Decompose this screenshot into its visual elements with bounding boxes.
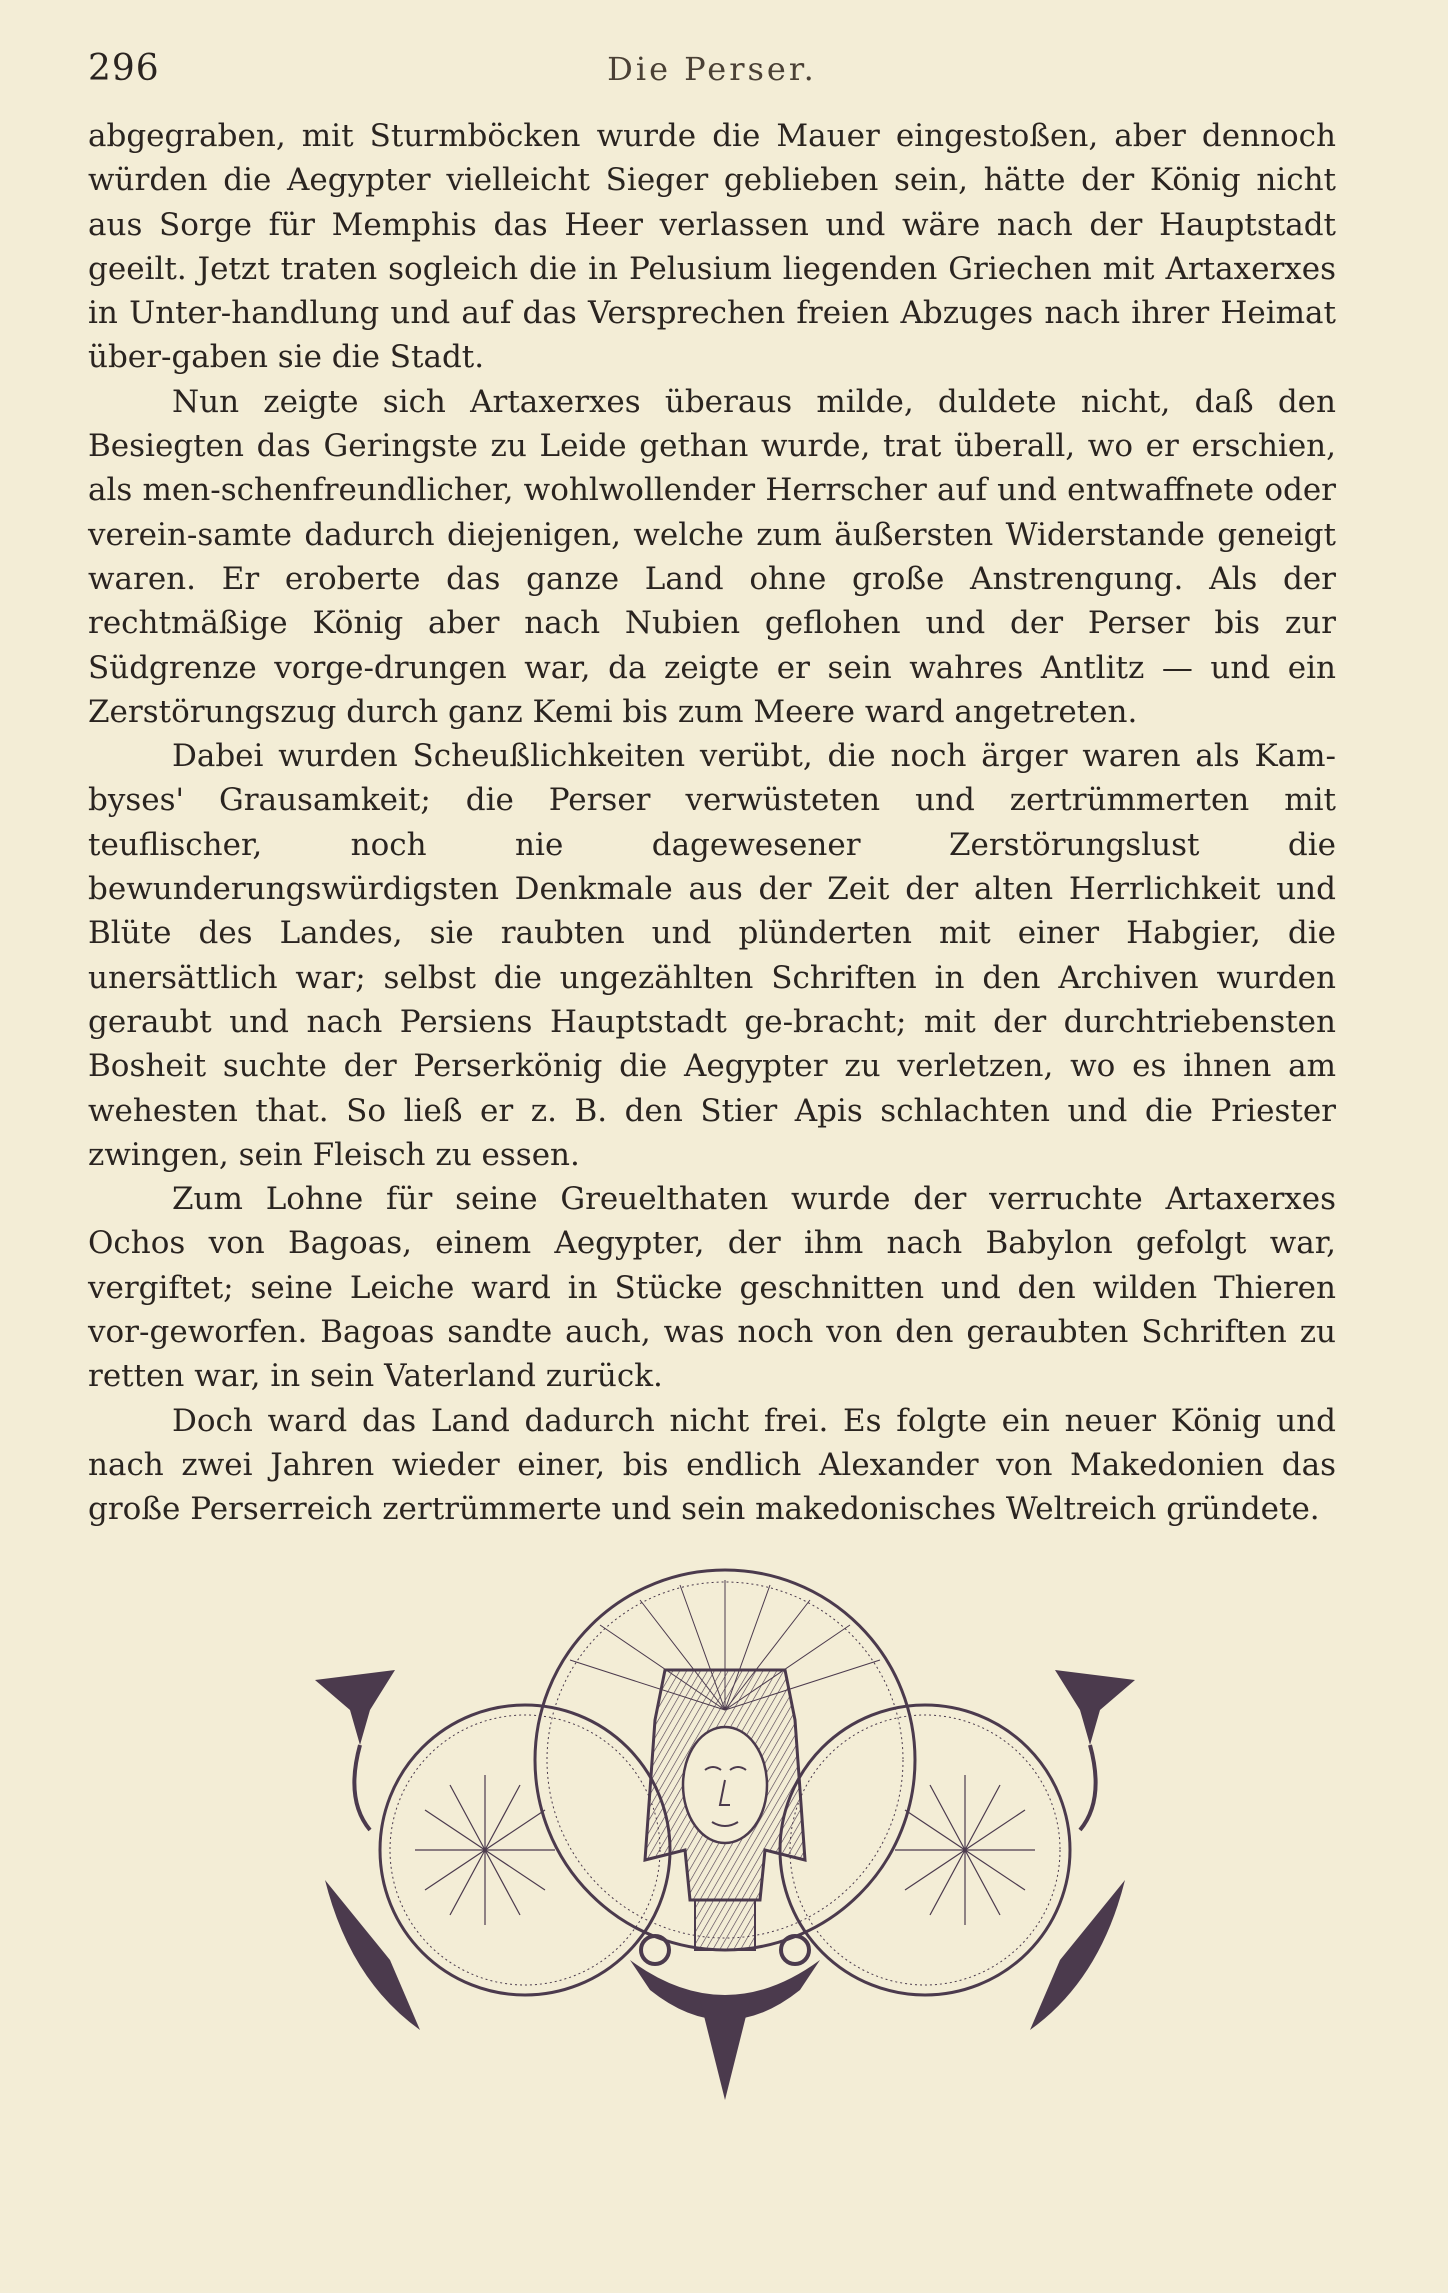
left-sunburst — [415, 1775, 555, 1925]
right-wing — [1030, 1880, 1125, 2030]
body-text — [88, 114, 1336, 1532]
running-title: Die Perser. — [607, 50, 817, 88]
page-number: 296 — [88, 48, 160, 89]
paragraph-4: Zum Lohne für seine Greuelthaten wurde der verruchte Artaxerxes Ochos von Bagoas, einem Aegypter, der ihm nach Babylon gefolgt war, vergiftet; seine Leiche ward in Stücke geschnitten und den wilden Thieren vor-geworfen. Bagoas sandte auch, was noch von den geraubten Schriften zu retten war, in sein Vaterland zurück. — [88, 1181, 1336, 1395]
pharaoh-head — [645, 1670, 805, 1950]
vignette-drawing — [300, 1560, 1150, 2120]
left-wing — [325, 1880, 420, 2030]
page-header — [88, 44, 1336, 94]
pharaoh-vignette-icon — [300, 1560, 1150, 2120]
right-sunburst — [895, 1775, 1035, 1925]
paragraph-1: abgegraben, mit Sturmböcken wurde die Mauer eingestoßen, aber dennoch würden die Aegypter vielleicht Sieger geblieben sein, hätte der König nicht aus Sorge für Memphis das Heer verlassen und wäre nach der Hauptstadt geeilt. Jetzt traten sogleich die in Pelusium liegenden Griechen mit Artaxerxes in Unter-handlung und auf das Versprechen freien Abzuges nach ihrer Heimat über-gaben sie die Stadt. — [88, 118, 1336, 376]
lower-ornament — [630, 1936, 820, 2100]
paragraph-2: Nun zeigte sich Artaxerxes überaus milde, duldete nicht, daß den Besiegten das Geringste zu Leide gethan wurde, trat überall, wo er erschien, als men-schenfreundlicher, wohlwollender Herrscher auf und entwaffnete oder verein-samte dadurch diejenigen, welche zum äußersten Widerstande geneigt waren. Er eroberte das ganze Land ohne große Anstrengung. Als der rechtmäßige König aber nach Nubien geflohen und der Perser bis zur Südgrenze vorge-drungen war, da zeigte er sein wahres Antlitz — und ein Zerstörungszug durch ganz Kemi bis zum Meere ward angetreten. — [88, 383, 1336, 730]
paragraph-5: Doch ward das Land dadurch nicht frei. Es folgte ein neuer König und nach zwei Jahren wieder einer, bis endlich Alexander von Makedonien das große Perserreich zertrümmerte und sein makedonisches Weltreich gründete. — [88, 1402, 1336, 1528]
paragraph-3: Dabei wurden Scheußlichkeiten verübt, die noch ärger waren als Kam-byses' Grausamkeit; die Perser verwüsteten und zertrümmerten mit teuflischer, noch nie dagewesener Zerstörungslust die bewunderungswürdigsten Denkmale aus der Zeit der alten Herrlichkeit und Blüte des Landes, sie raubten und plünderten mit einer Habgier, die unersättlich war; selbst die ungezählten Schriften in den Archiven wurden geraubt und nach Persiens Hauptstadt ge-bracht; mit der durchtriebensten Bosheit suchte der Perserkönig die Aegypter zu verletzen, wo es ihnen am wehesten that. So ließ er z. B. den Stier Apis schlachten und die Priester zwingen, sein Fleisch zu essen. — [88, 738, 1336, 1173]
